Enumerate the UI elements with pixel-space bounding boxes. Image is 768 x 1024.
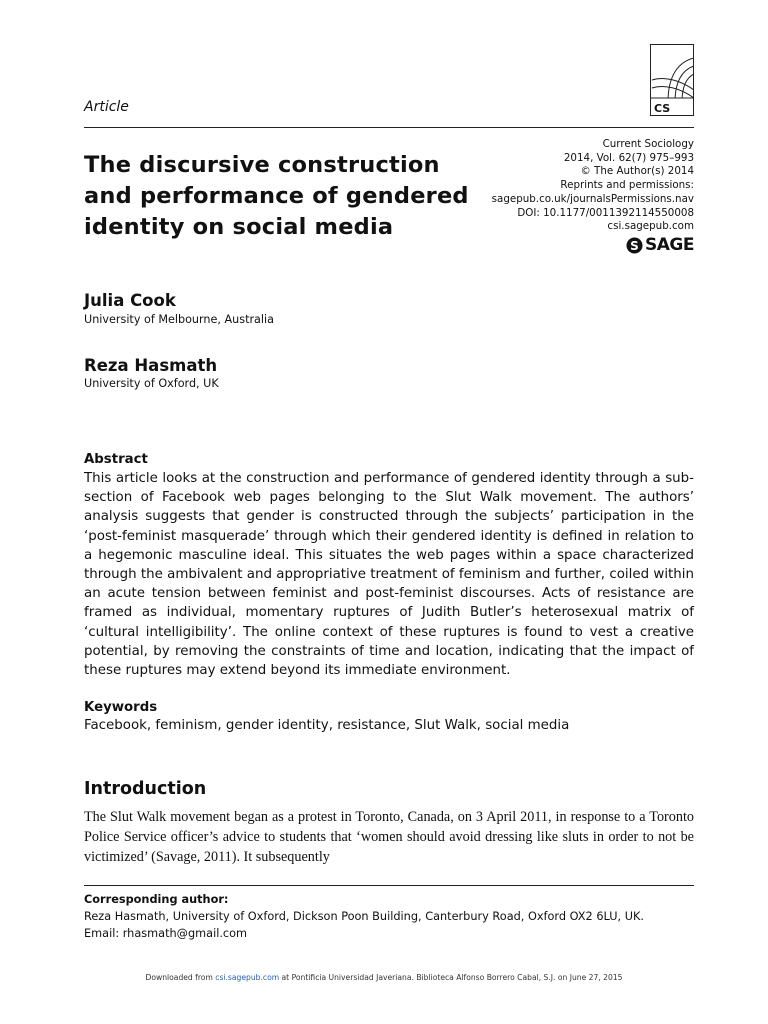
publication-meta	[492, 138, 694, 254]
corresponding-author-address: Reza Hasmath, University of Oxford, Dickson Poon Building, Canterbury Road, Oxford OX2 6LU, UK.	[84, 910, 644, 923]
permissions-link[interactable]: sagepub.co.uk/journalsPermissions.nav	[491, 192, 694, 205]
corresponding-author-email[interactable]: Email: rhasmath@gmail.com	[84, 927, 248, 940]
copyright: © The Author(s) 2014	[580, 165, 694, 178]
reprints-label: Reprints and permissions:	[560, 179, 694, 192]
author-affiliation: University of Melbourne, Australia	[84, 313, 274, 326]
header-rule	[84, 127, 694, 128]
download-note-suffix: at Pontificia Universidad Javeriana. Biblioteca Alfonso Borrero Cabal, S.J. on June 27, 2015	[279, 973, 623, 982]
svg-text:S: S	[630, 238, 639, 253]
article-type-label: Article	[84, 99, 129, 115]
journal-logo-text: CS	[654, 102, 671, 115]
publisher-logo	[492, 234, 694, 255]
abstract-text: This article looks at the construction and performance of gendered identity through a sub-section of Facebook web pages belonging to the Slut Walk movement. The authors’ analysis suggests that gender is constructed through the subjects’ participation in the ‘post-feminist masquerade’ through which their gendered identity is defined in relation to a hegemonic masculine ideal. This situates the web pages within a space characterized through the ambivalent and appropriative treatment of feminism and further, coiled within an acute tension between feminist and post-feminist discourses. Acts of resistance are framed as individual, momentary ruptures of Judith Butler’s heterosexual matrix of ‘cultural intelligibility’. The online context of these ruptures is found to vest a creative potential, by removing the constraints of time and location, indicating that the impact of these ruptures may extend beyond its immediate environment.	[84, 471, 694, 679]
introduction-text: The Slut Walk movement began as a protest in Toronto, Canada, on 3 April 2011, in response to a Toronto Police Service officer’s advice to students that ‘women should avoid dressing like sluts in order to not be victimized’ (Savage, 2011). It subsequently	[84, 809, 694, 865]
sage-mark-icon	[626, 237, 643, 254]
download-source-link[interactable]: csi.sagepub.com	[215, 973, 280, 982]
doi[interactable]: DOI: 10.1177/0011392114550008	[517, 206, 694, 219]
author-name: Reza Hasmath	[84, 356, 218, 375]
journal-name: Current Sociology	[602, 138, 694, 150]
author-affiliation: University of Oxford, UK	[84, 377, 219, 390]
corresponding-author-heading: Corresponding author:	[84, 893, 229, 906]
download-note-prefix: Downloaded from	[145, 973, 216, 982]
publisher-name: SAGE	[645, 234, 694, 255]
author-name: Julia Cook	[84, 291, 176, 310]
article-title: The discursive construction and performance of gendered identity on social media	[84, 152, 469, 240]
download-note	[0, 973, 768, 982]
volume-pages: 2014, Vol. 62(7) 975–993	[563, 151, 694, 164]
journal-logo	[650, 44, 694, 116]
journal-site-link[interactable]: csi.sagepub.com	[607, 220, 694, 233]
keywords-text: Facebook, feminism, gender identity, resistance, Slut Walk, social media	[84, 718, 570, 733]
section-heading-introduction: Introduction	[84, 779, 207, 799]
abstract-heading: Abstract	[84, 452, 148, 467]
keywords-heading: Keywords	[84, 700, 158, 715]
footnote-rule	[84, 885, 694, 886]
